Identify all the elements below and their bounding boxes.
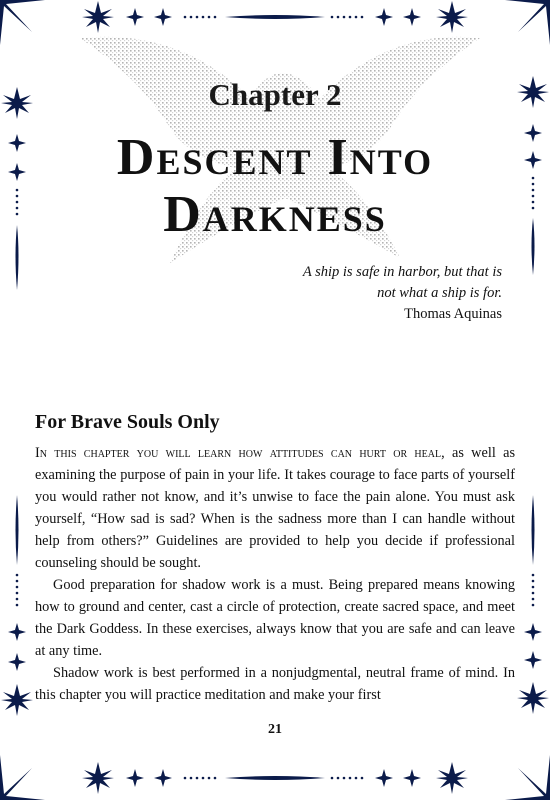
corner-burst-bottom-left-icon [0, 755, 45, 800]
paragraph-2: Good preparation for shadow work is a must. Being prepared means knowing how to ground and center, cast a circle of protection, create sacred space, and meet the Dark Goddess. In these exercises, always know that you are safe and can leave at any time. [35, 577, 515, 659]
corner-burst-top-right-icon [505, 0, 550, 45]
section-heading: For Brave Souls Only [35, 411, 220, 433]
epigraph [303, 262, 502, 325]
paragraph-1 [35, 442, 515, 574]
page-number: 21 [268, 722, 282, 737]
paragraph-1-lead: In this chapter you will learn how attitudes can hurt or heal, [35, 445, 445, 461]
epigraph-quote-line-1: A ship is safe in harbor, but that is [302, 264, 502, 280]
epigraph-quote-line-2: not what a ship is for. [377, 285, 502, 301]
paragraph-1-rest: as well as examining the purpose of pain in your life. It takes courage to face parts of yourself you would rather not know, and it’s unwise to face the pain alone. You must ask yourself, “How sad is sad? When is the sadness more than I can handle without help from others?” Guidelines are provided to help you decide if professional counseling should be sought. [35, 445, 516, 571]
corner-burst-top-left-icon [0, 0, 45, 45]
chapter-title-line-2: Darkness [163, 186, 387, 243]
paragraph-3: Shadow work is best performed in a nonjudgmental, neutral frame of mind. In this chapter you will practice meditation and make your first [35, 665, 515, 703]
chapter-label: Chapter 2 [208, 77, 342, 112]
epigraph-author: Thomas Aquinas [404, 306, 502, 322]
corner-burst-bottom-right-icon [505, 755, 550, 800]
chapter-title-line-1: Descent Into [116, 129, 434, 186]
body-text [35, 442, 515, 706]
bottom-border-ornament [82, 762, 468, 794]
